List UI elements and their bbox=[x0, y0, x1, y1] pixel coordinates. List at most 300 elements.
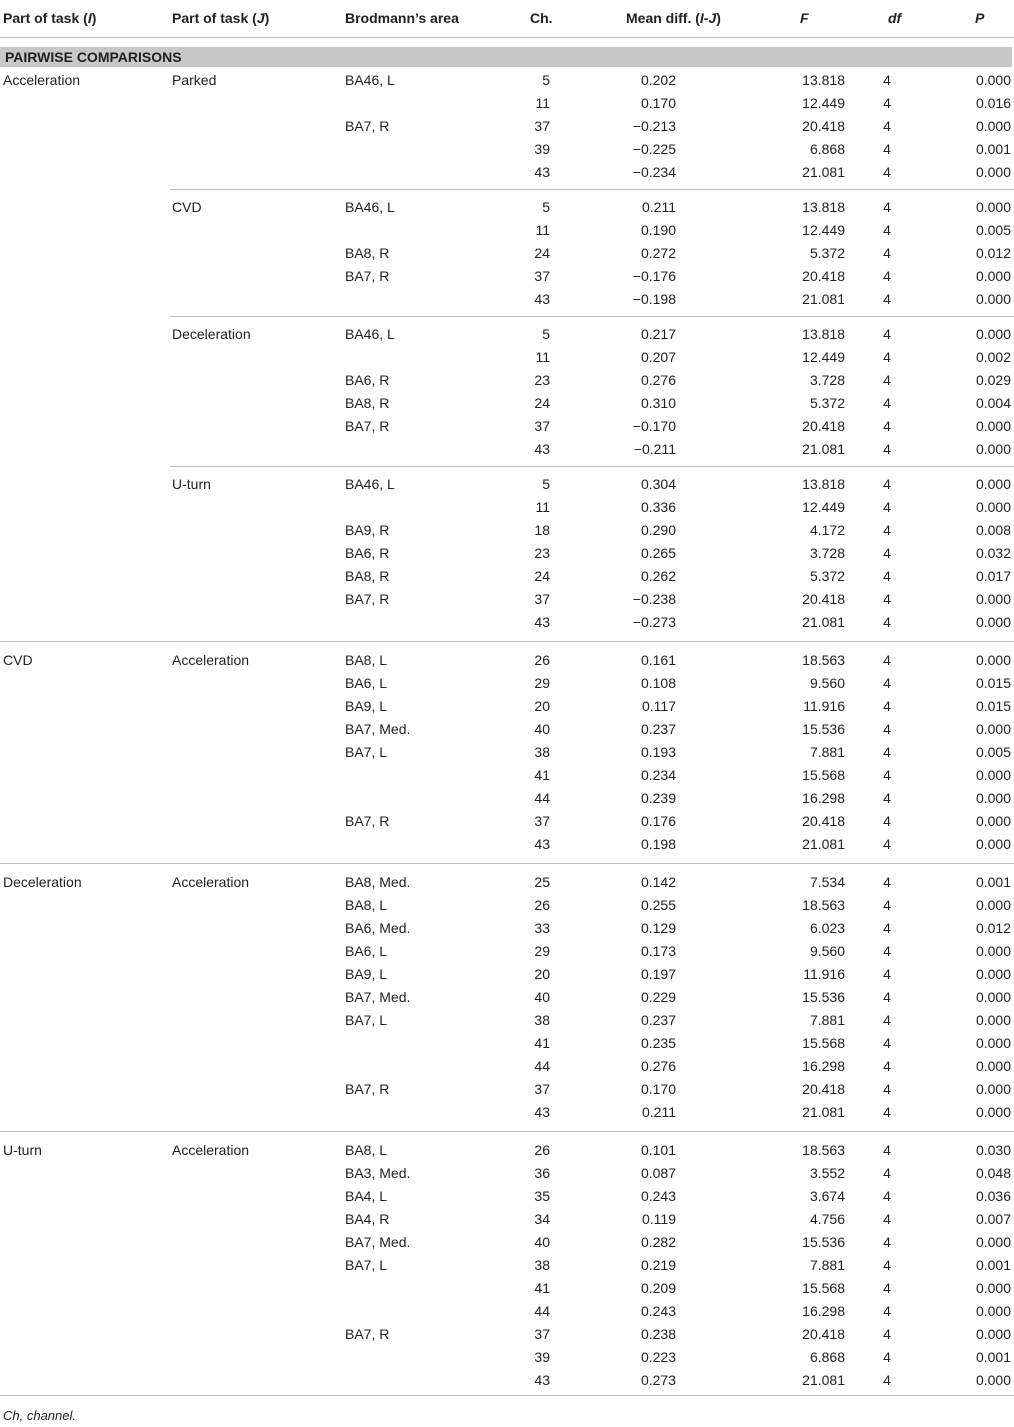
cell-df: 4 bbox=[883, 897, 891, 913]
cell-area: BA7, L bbox=[345, 1257, 388, 1273]
cell-area: BA7, L bbox=[345, 1012, 388, 1028]
table-row bbox=[0, 588, 1014, 611]
cell-f: 7.881 bbox=[809, 1012, 845, 1028]
cell-p: 0.000 bbox=[975, 199, 1011, 215]
cell-df: 4 bbox=[883, 966, 891, 982]
cell-mean-diff: 0.310 bbox=[640, 395, 676, 411]
cell-mean-diff: 0.262 bbox=[640, 568, 676, 584]
cell-mean-diff: 0.276 bbox=[640, 1058, 676, 1074]
cell-area: BA46, L bbox=[345, 326, 395, 342]
header-part-i: Part of task (I) bbox=[3, 10, 97, 26]
cell-f: 15.536 bbox=[802, 721, 845, 737]
cell-ch: 26 bbox=[534, 1142, 550, 1158]
cell-mean-diff: 0.304 bbox=[640, 476, 676, 492]
cell-df: 4 bbox=[883, 268, 891, 284]
cell-mean-diff: 0.243 bbox=[640, 1303, 676, 1319]
cell-ch: 43 bbox=[534, 1372, 550, 1388]
cell-area: BA6, R bbox=[345, 545, 390, 561]
cell-f: 20.418 bbox=[802, 1326, 845, 1342]
cell-ch: 40 bbox=[534, 721, 550, 737]
cell-mean-diff: −0.273 bbox=[632, 614, 676, 630]
cell-p: 0.036 bbox=[975, 1188, 1011, 1204]
cell-mean-diff: −0.238 bbox=[632, 591, 676, 607]
cell-f: 6.868 bbox=[809, 1349, 845, 1365]
cell-part-j: Acceleration bbox=[172, 652, 250, 668]
cell-mean-diff: 0.202 bbox=[640, 72, 676, 88]
cell-f: 21.081 bbox=[802, 1372, 845, 1388]
cell-f: 18.563 bbox=[802, 652, 845, 668]
cell-p: 0.017 bbox=[975, 568, 1011, 584]
cell-mean-diff: 0.265 bbox=[640, 545, 676, 561]
cell-ch: 37 bbox=[534, 118, 550, 134]
cell-f: 5.372 bbox=[809, 395, 845, 411]
cell-ch: 5 bbox=[542, 476, 550, 492]
cell-p: 0.000 bbox=[975, 1372, 1011, 1388]
cell-df: 4 bbox=[883, 1104, 891, 1120]
cell-ch: 20 bbox=[534, 966, 550, 982]
cell-mean-diff: 0.219 bbox=[640, 1257, 676, 1273]
cell-p: 0.000 bbox=[975, 1234, 1011, 1250]
table-row bbox=[0, 346, 1014, 369]
cell-ch: 29 bbox=[534, 675, 550, 691]
table-row bbox=[0, 288, 1014, 311]
table-row bbox=[0, 115, 1014, 138]
cell-ch: 43 bbox=[534, 291, 550, 307]
cell-df: 4 bbox=[883, 1211, 891, 1227]
table-row bbox=[0, 92, 1014, 115]
cell-mean-diff: 0.173 bbox=[640, 943, 676, 959]
cell-df: 4 bbox=[883, 418, 891, 434]
cell-p: 0.001 bbox=[975, 1257, 1011, 1273]
cell-area: BA7, R bbox=[345, 118, 390, 134]
cell-part-j: Acceleration bbox=[172, 1142, 250, 1158]
header-ch: Ch. bbox=[530, 10, 553, 26]
table-row bbox=[0, 764, 1014, 787]
cell-ch: 5 bbox=[542, 199, 550, 215]
cell-p: 0.000 bbox=[975, 813, 1011, 829]
cell-f: 5.372 bbox=[809, 245, 845, 261]
cell-p: 0.000 bbox=[975, 326, 1011, 342]
cell-mean-diff: 0.176 bbox=[640, 813, 676, 829]
cell-p: 0.002 bbox=[975, 349, 1011, 365]
cell-area: BA7, R bbox=[345, 1081, 390, 1097]
cell-ch: 23 bbox=[534, 372, 550, 388]
cell-df: 4 bbox=[883, 199, 891, 215]
cell-df: 4 bbox=[883, 790, 891, 806]
cell-mean-diff: 0.229 bbox=[640, 989, 676, 1005]
cell-mean-diff: 0.101 bbox=[640, 1142, 676, 1158]
cell-f: 20.418 bbox=[802, 591, 845, 607]
cell-ch: 43 bbox=[534, 836, 550, 852]
cell-ch: 24 bbox=[534, 245, 550, 261]
table-row bbox=[0, 1346, 1014, 1369]
cell-area: BA7, Med. bbox=[345, 1234, 411, 1250]
table-row bbox=[0, 1369, 1014, 1396]
header-part-j: Part of task (J) bbox=[172, 10, 270, 26]
cell-part-j: U-turn bbox=[172, 476, 211, 492]
table-row bbox=[0, 1323, 1014, 1346]
cell-mean-diff: 0.282 bbox=[640, 1234, 676, 1250]
cell-area: BA8, L bbox=[345, 1142, 388, 1158]
cell-df: 4 bbox=[883, 349, 891, 365]
cell-df: 4 bbox=[883, 1234, 891, 1250]
cell-p: 0.029 bbox=[975, 372, 1011, 388]
table-row bbox=[0, 1009, 1014, 1032]
cell-ch: 37 bbox=[534, 268, 550, 284]
cell-mean-diff: 0.217 bbox=[640, 326, 676, 342]
cell-area: BA8, R bbox=[345, 395, 390, 411]
cell-area: BA9, R bbox=[345, 522, 390, 538]
cell-ch: 20 bbox=[534, 698, 550, 714]
cell-ch: 26 bbox=[534, 652, 550, 668]
cell-ch: 41 bbox=[534, 1280, 550, 1296]
cell-p: 0.000 bbox=[975, 943, 1011, 959]
table-row bbox=[0, 69, 1014, 92]
header-p: P bbox=[975, 10, 985, 26]
cell-ch: 33 bbox=[534, 920, 550, 936]
cell-mean-diff: 0.239 bbox=[640, 790, 676, 806]
cell-f: 15.568 bbox=[802, 767, 845, 783]
cell-area: BA8, L bbox=[345, 897, 388, 913]
cell-df: 4 bbox=[883, 920, 891, 936]
cell-p: 0.005 bbox=[975, 222, 1011, 238]
table-row bbox=[0, 438, 1014, 461]
table-row bbox=[0, 1131, 1014, 1162]
cell-ch: 39 bbox=[534, 141, 550, 157]
cell-p: 0.000 bbox=[975, 499, 1011, 515]
cell-area: BA8, R bbox=[345, 245, 390, 261]
table-row bbox=[0, 1162, 1014, 1185]
cell-p: 0.000 bbox=[975, 1326, 1011, 1342]
cell-ch: 37 bbox=[534, 591, 550, 607]
cell-mean-diff: 0.276 bbox=[640, 372, 676, 388]
cell-df: 4 bbox=[883, 245, 891, 261]
cell-p: 0.000 bbox=[975, 1303, 1011, 1319]
cell-ch: 11 bbox=[535, 499, 550, 515]
cell-ch: 37 bbox=[534, 1081, 550, 1097]
cell-p: 0.000 bbox=[975, 291, 1011, 307]
cell-p: 0.000 bbox=[975, 72, 1011, 88]
table-row bbox=[0, 810, 1014, 833]
cell-p: 0.012 bbox=[975, 245, 1011, 261]
cell-f: 7.881 bbox=[809, 744, 845, 760]
cell-ch: 38 bbox=[534, 744, 550, 760]
cell-df: 4 bbox=[883, 1349, 891, 1365]
cell-area: BA9, L bbox=[345, 698, 388, 714]
cell-mean-diff: 0.238 bbox=[640, 1326, 676, 1342]
cell-mean-diff: 0.117 bbox=[642, 698, 676, 714]
cell-df: 4 bbox=[883, 614, 891, 630]
cell-p: 0.016 bbox=[975, 95, 1011, 111]
cell-area: BA6, R bbox=[345, 372, 390, 388]
cell-f: 13.818 bbox=[802, 326, 845, 342]
cell-df: 4 bbox=[883, 441, 891, 457]
header-df: df bbox=[888, 10, 902, 26]
table-row bbox=[0, 519, 1014, 542]
cell-f: 12.449 bbox=[802, 222, 845, 238]
cell-mean-diff: 0.243 bbox=[640, 1188, 676, 1204]
cell-mean-diff: −0.176 bbox=[632, 268, 676, 284]
cell-df: 4 bbox=[883, 395, 891, 411]
cell-df: 4 bbox=[883, 326, 891, 342]
cell-f: 21.081 bbox=[802, 1104, 845, 1120]
cell-p: 0.000 bbox=[975, 721, 1011, 737]
cell-area: BA7, R bbox=[345, 1326, 390, 1342]
cell-ch: 40 bbox=[534, 1234, 550, 1250]
cell-df: 4 bbox=[883, 836, 891, 852]
cell-f: 21.081 bbox=[802, 164, 845, 180]
cell-df: 4 bbox=[883, 989, 891, 1005]
cell-p: 0.000 bbox=[975, 614, 1011, 630]
cell-df: 4 bbox=[883, 1257, 891, 1273]
cell-ch: 41 bbox=[534, 1035, 550, 1051]
table-row bbox=[0, 219, 1014, 242]
cell-ch: 24 bbox=[534, 568, 550, 584]
cell-p: 0.000 bbox=[975, 989, 1011, 1005]
cell-p: 0.001 bbox=[975, 874, 1011, 890]
cell-p: 0.001 bbox=[975, 141, 1011, 157]
cell-df: 4 bbox=[883, 372, 891, 388]
cell-mean-diff: −0.234 bbox=[632, 164, 676, 180]
cell-p: 0.000 bbox=[975, 1280, 1011, 1296]
cell-df: 4 bbox=[883, 721, 891, 737]
cell-f: 9.560 bbox=[809, 675, 845, 691]
cell-df: 4 bbox=[883, 291, 891, 307]
cell-part-j: Parked bbox=[172, 72, 217, 88]
cell-df: 4 bbox=[883, 545, 891, 561]
cell-f: 15.536 bbox=[802, 989, 845, 1005]
cell-p: 0.048 bbox=[975, 1165, 1011, 1181]
cell-df: 4 bbox=[883, 767, 891, 783]
cell-p: 0.000 bbox=[975, 1012, 1011, 1028]
cell-part-i: CVD bbox=[3, 652, 33, 668]
cell-f: 7.534 bbox=[809, 874, 845, 890]
section-title: PAIRWISE COMPARISONS bbox=[0, 47, 1012, 67]
cell-df: 4 bbox=[883, 1165, 891, 1181]
cell-mean-diff: 0.336 bbox=[640, 499, 676, 515]
cell-f: 12.449 bbox=[802, 499, 845, 515]
cell-f: 3.728 bbox=[809, 545, 845, 561]
cell-df: 4 bbox=[883, 591, 891, 607]
cell-ch: 23 bbox=[534, 545, 550, 561]
cell-f: 11.916 bbox=[803, 698, 845, 714]
cell-ch: 43 bbox=[534, 614, 550, 630]
cell-mean-diff: 0.193 bbox=[640, 744, 676, 760]
cell-ch: 11 bbox=[535, 222, 550, 238]
cell-df: 4 bbox=[883, 874, 891, 890]
table-body bbox=[0, 69, 1014, 1396]
cell-area: BA7, Med. bbox=[345, 989, 411, 1005]
cell-df: 4 bbox=[883, 1303, 891, 1319]
cell-area: BA7, L bbox=[345, 744, 388, 760]
cell-f: 3.674 bbox=[809, 1188, 845, 1204]
cell-f: 3.552 bbox=[809, 1165, 845, 1181]
cell-mean-diff: 0.290 bbox=[640, 522, 676, 538]
cell-area: BA4, R bbox=[345, 1211, 390, 1227]
table-row bbox=[0, 1231, 1014, 1254]
table-row bbox=[0, 565, 1014, 588]
cell-ch: 43 bbox=[534, 1104, 550, 1120]
cell-f: 15.568 bbox=[802, 1035, 845, 1051]
cell-f: 15.568 bbox=[802, 1280, 845, 1296]
cell-ch: 41 bbox=[534, 767, 550, 783]
cell-p: 0.000 bbox=[975, 790, 1011, 806]
cell-df: 4 bbox=[883, 118, 891, 134]
cell-df: 4 bbox=[883, 522, 891, 538]
cell-mean-diff: 0.197 bbox=[640, 966, 676, 982]
cell-mean-diff: 0.198 bbox=[640, 836, 676, 852]
cell-mean-diff: 0.273 bbox=[640, 1372, 676, 1388]
cell-mean-diff: 0.255 bbox=[640, 897, 676, 913]
cell-f: 20.418 bbox=[802, 268, 845, 284]
cell-mean-diff: −0.213 bbox=[632, 118, 676, 134]
cell-df: 4 bbox=[883, 499, 891, 515]
cell-df: 4 bbox=[883, 476, 891, 492]
cell-f: 13.818 bbox=[802, 476, 845, 492]
cell-df: 4 bbox=[883, 1035, 891, 1051]
cell-p: 0.000 bbox=[975, 476, 1011, 492]
cell-mean-diff: 0.161 bbox=[640, 652, 676, 668]
cell-mean-diff: 0.119 bbox=[642, 1211, 676, 1227]
cell-ch: 38 bbox=[534, 1257, 550, 1273]
cell-mean-diff: 0.211 bbox=[642, 199, 676, 215]
cell-p: 0.004 bbox=[975, 395, 1011, 411]
cell-mean-diff: 0.209 bbox=[640, 1280, 676, 1296]
cell-mean-diff: −0.170 bbox=[632, 418, 676, 434]
cell-f: 20.418 bbox=[802, 813, 845, 829]
header-area: Brodmann’s area bbox=[345, 10, 459, 26]
cell-df: 4 bbox=[883, 72, 891, 88]
header-mean-diff: Mean diff. (I-J) bbox=[626, 10, 721, 26]
cell-p: 0.015 bbox=[975, 698, 1011, 714]
table-row bbox=[0, 894, 1014, 917]
table-row bbox=[0, 787, 1014, 810]
cell-mean-diff: 0.223 bbox=[640, 1349, 676, 1365]
table-row bbox=[0, 641, 1014, 672]
cell-part-j: Acceleration bbox=[172, 874, 250, 890]
table-row bbox=[0, 161, 1014, 184]
cell-p: 0.012 bbox=[975, 920, 1011, 936]
cell-df: 4 bbox=[883, 943, 891, 959]
cell-ch: 39 bbox=[534, 1349, 550, 1365]
cell-f: 16.298 bbox=[802, 790, 845, 806]
cell-area: BA7, Med. bbox=[345, 721, 411, 737]
cell-ch: 43 bbox=[534, 164, 550, 180]
cell-ch: 5 bbox=[542, 72, 550, 88]
cell-area: BA46, L bbox=[345, 476, 395, 492]
table-footnote: Ch, channel. bbox=[3, 1408, 76, 1423]
cell-ch: 5 bbox=[542, 326, 550, 342]
cell-area: BA6, L bbox=[345, 675, 388, 691]
cell-p: 0.000 bbox=[975, 1035, 1011, 1051]
cell-area: BA4, L bbox=[345, 1188, 388, 1204]
cell-p: 0.015 bbox=[975, 675, 1011, 691]
cell-df: 4 bbox=[883, 568, 891, 584]
cell-mean-diff: 0.129 bbox=[640, 920, 676, 936]
cell-area: BA46, L bbox=[345, 72, 395, 88]
cell-f: 12.449 bbox=[802, 349, 845, 365]
cell-area: BA7, R bbox=[345, 418, 390, 434]
cell-part-i: U-turn bbox=[3, 1142, 42, 1158]
cell-ch: 24 bbox=[534, 395, 550, 411]
cell-p: 0.000 bbox=[975, 1081, 1011, 1097]
table-row bbox=[170, 189, 1014, 219]
cell-ch: 11 bbox=[535, 349, 550, 365]
cell-ch: 37 bbox=[534, 418, 550, 434]
cell-ch: 44 bbox=[534, 790, 550, 806]
cell-area: BA6, L bbox=[345, 943, 388, 959]
cell-p: 0.030 bbox=[975, 1142, 1011, 1158]
cell-f: 4.756 bbox=[809, 1211, 845, 1227]
cell-f: 9.560 bbox=[809, 943, 845, 959]
cell-ch: 35 bbox=[534, 1188, 550, 1204]
header-f: F bbox=[800, 10, 809, 26]
cell-mean-diff: 0.234 bbox=[640, 767, 676, 783]
cell-f: 15.536 bbox=[802, 1234, 845, 1250]
table-row bbox=[0, 1078, 1014, 1101]
cell-df: 4 bbox=[883, 222, 891, 238]
cell-part-i: Deceleration bbox=[3, 874, 82, 890]
cell-ch: 38 bbox=[534, 1012, 550, 1028]
cell-area: BA6, Med. bbox=[345, 920, 411, 936]
cell-mean-diff: −0.211 bbox=[633, 441, 676, 457]
table-row bbox=[0, 496, 1014, 519]
cell-p: 0.000 bbox=[975, 418, 1011, 434]
table-row bbox=[0, 242, 1014, 265]
cell-f: 6.023 bbox=[809, 920, 845, 936]
table-row bbox=[0, 369, 1014, 392]
table-row bbox=[0, 986, 1014, 1009]
cell-df: 4 bbox=[883, 1280, 891, 1296]
cell-df: 4 bbox=[883, 744, 891, 760]
cell-df: 4 bbox=[883, 1081, 891, 1097]
cell-df: 4 bbox=[883, 675, 891, 691]
cell-df: 4 bbox=[883, 652, 891, 668]
cell-area: BA7, R bbox=[345, 591, 390, 607]
cell-mean-diff: −0.198 bbox=[632, 291, 676, 307]
cell-f: 5.372 bbox=[809, 568, 845, 584]
cell-area: BA46, L bbox=[345, 199, 395, 215]
cell-p: 0.000 bbox=[975, 1058, 1011, 1074]
cell-f: 13.818 bbox=[802, 72, 845, 88]
cell-f: 21.081 bbox=[802, 614, 845, 630]
cell-p: 0.000 bbox=[975, 591, 1011, 607]
cell-ch: 37 bbox=[534, 813, 550, 829]
cell-area: BA8, Med. bbox=[345, 874, 411, 890]
cell-mean-diff: 0.142 bbox=[640, 874, 676, 890]
table-row bbox=[170, 316, 1014, 346]
cell-mean-diff: 0.207 bbox=[640, 349, 676, 365]
cell-f: 7.881 bbox=[809, 1257, 845, 1273]
cell-ch: 40 bbox=[534, 989, 550, 1005]
cell-area: BA8, L bbox=[345, 652, 388, 668]
cell-mean-diff: 0.170 bbox=[640, 1081, 676, 1097]
cell-ch: 34 bbox=[534, 1211, 550, 1227]
cell-f: 21.081 bbox=[802, 441, 845, 457]
cell-df: 4 bbox=[883, 813, 891, 829]
table-row bbox=[0, 1032, 1014, 1055]
table-row bbox=[0, 1055, 1014, 1078]
cell-p: 0.000 bbox=[975, 897, 1011, 913]
cell-p: 0.000 bbox=[975, 118, 1011, 134]
cell-p: 0.000 bbox=[975, 164, 1011, 180]
cell-f: 12.449 bbox=[802, 95, 845, 111]
cell-mean-diff: 0.108 bbox=[640, 675, 676, 691]
table-row bbox=[0, 392, 1014, 415]
cell-part-j: Deceleration bbox=[172, 326, 251, 342]
cell-p: 0.000 bbox=[975, 441, 1011, 457]
table-row bbox=[170, 466, 1014, 496]
